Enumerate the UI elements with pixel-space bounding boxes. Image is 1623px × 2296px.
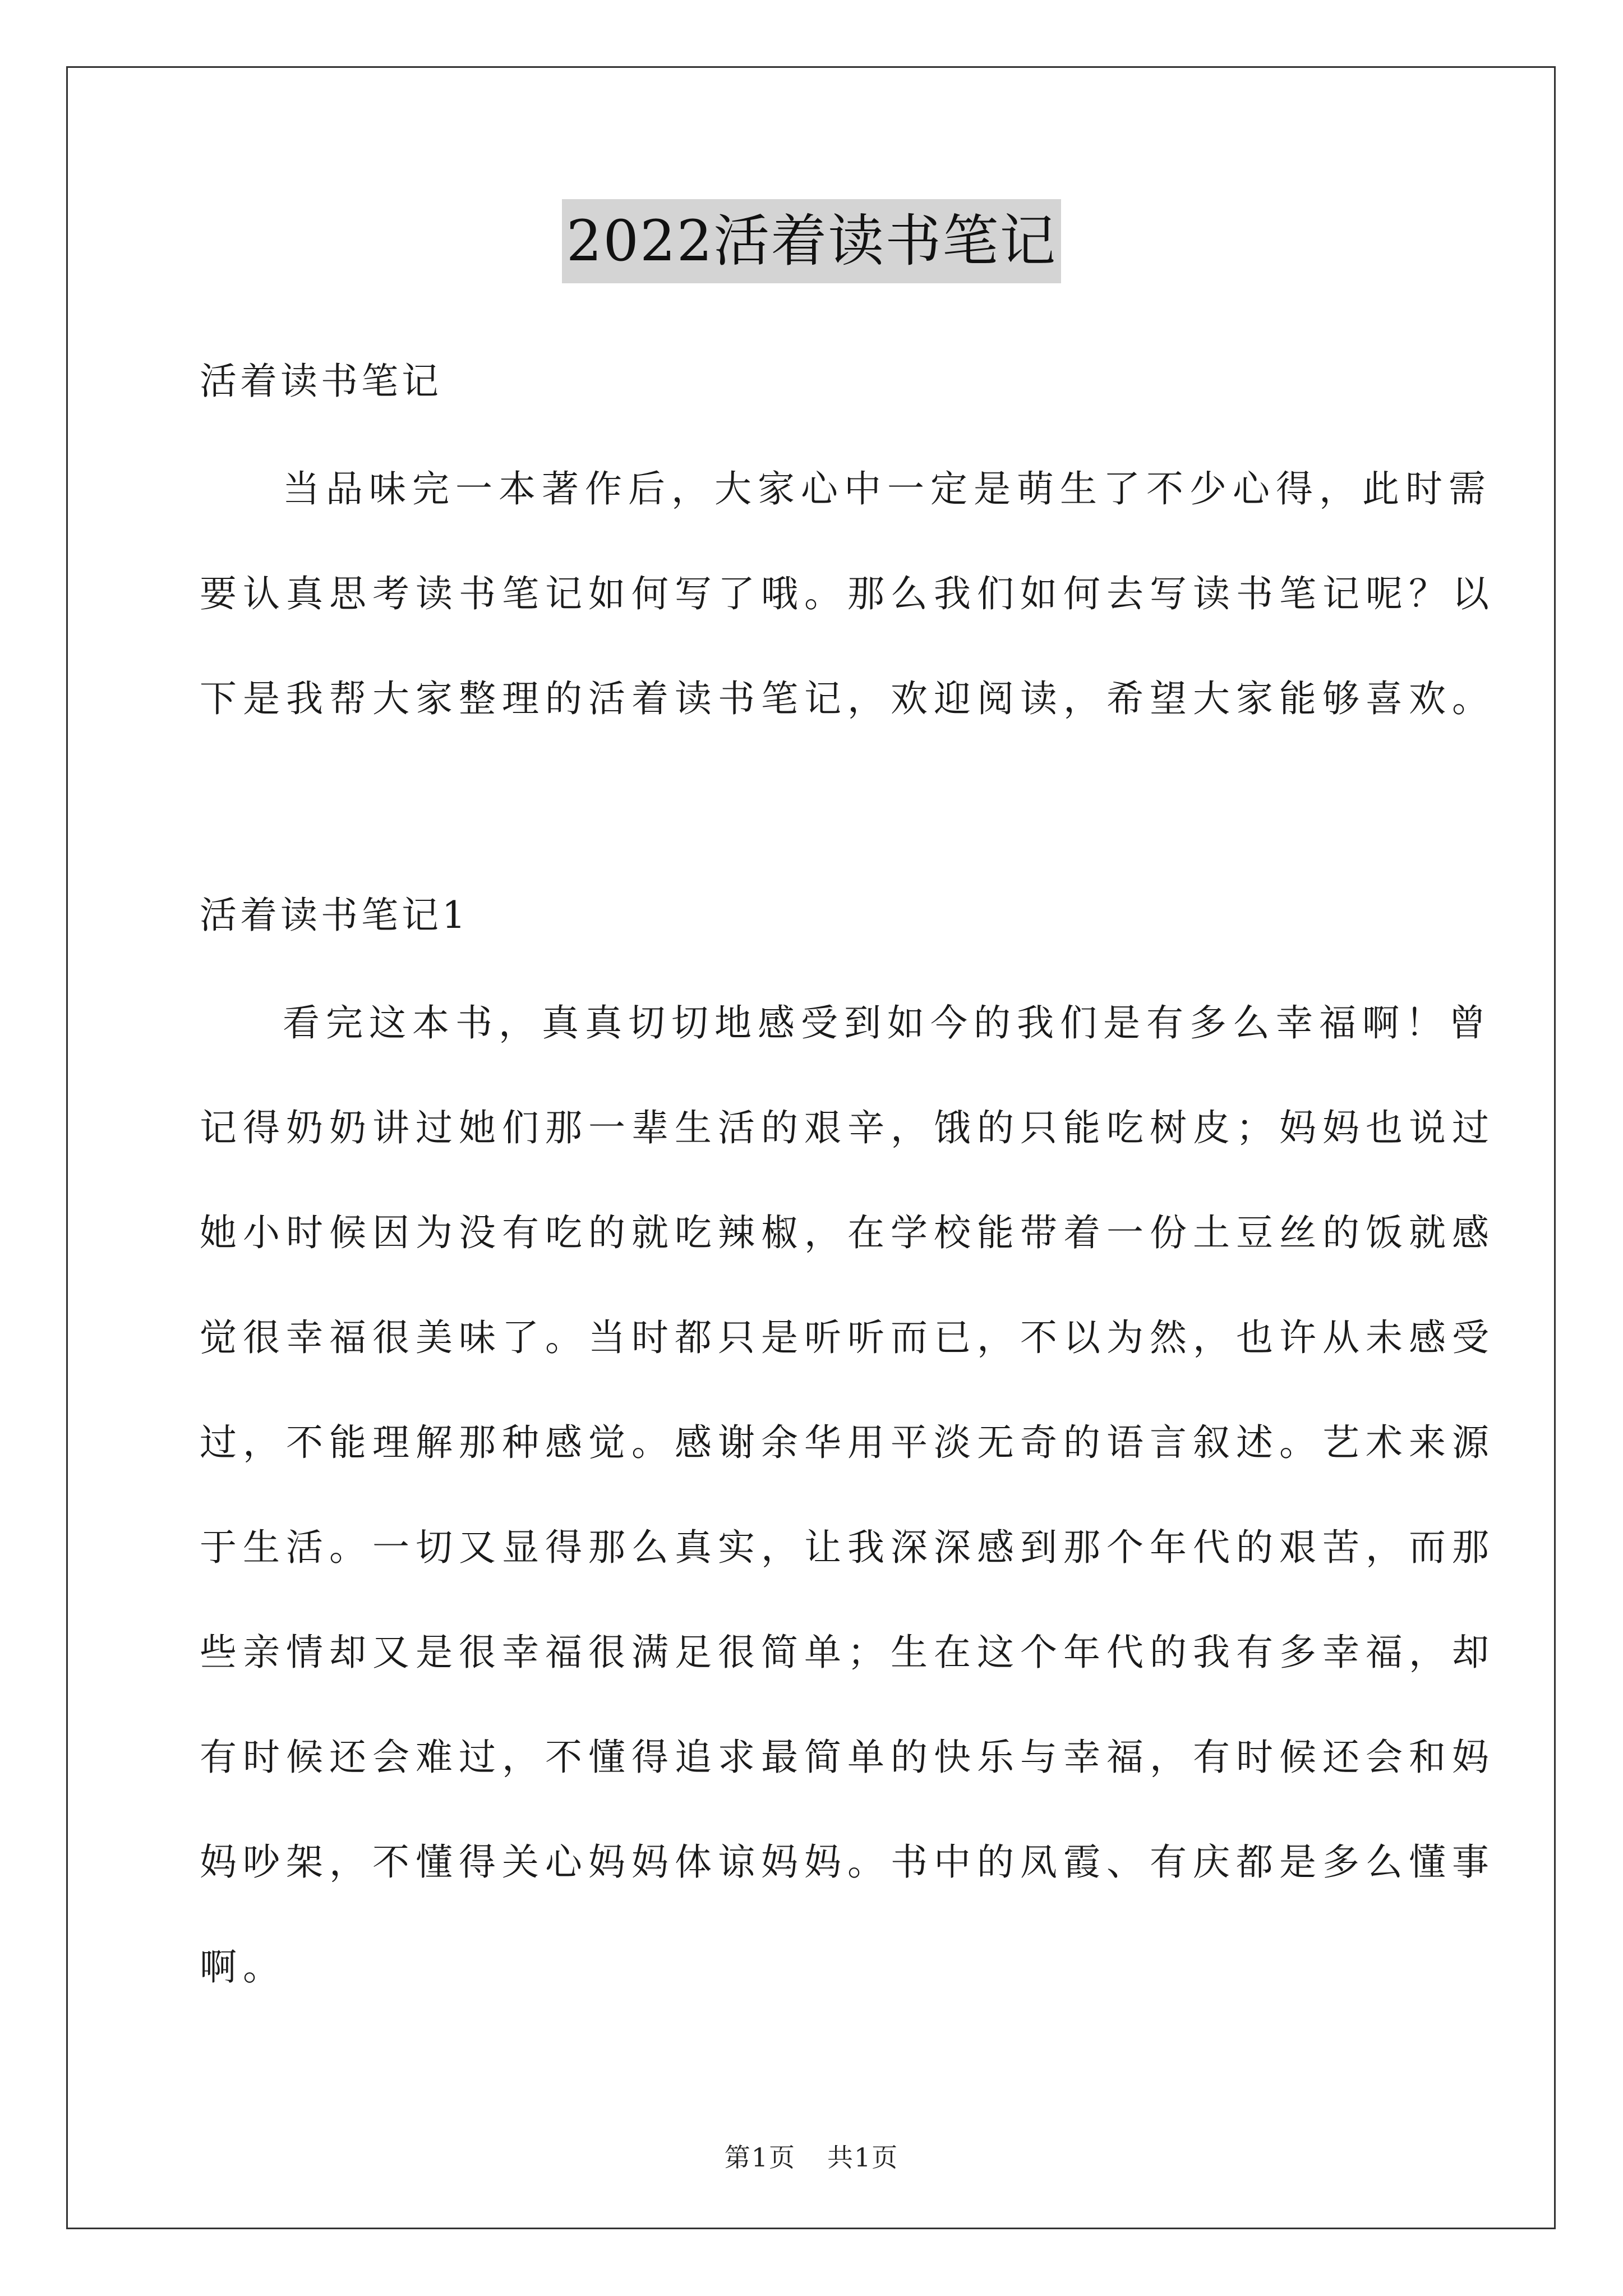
paragraph-line: 妈吵架，不懂得关心妈妈体谅妈妈。书中的凤霞、有庆都是多么懂事 (200, 1841, 1495, 1884)
page-number-total: 共1页 (827, 2142, 899, 2173)
paragraph-line: 当品味完一本著作后，大家心中一定是萌生了不少心得，此时需 (283, 467, 1492, 510)
intro-paragraph (200, 436, 1495, 751)
paragraph-line: 过，不能理解那种感觉。感谢余华用平淡无奇的语言叙述。艺术来源 (200, 1421, 1495, 1464)
paragraph-line: 些亲情却又是很幸福很满足很简单；生在这个年代的我有多幸福，却 (200, 1631, 1495, 1674)
title-wrapper (0, 199, 1623, 283)
paragraph-line: 啊。 (200, 1945, 286, 1989)
document-title: 2022活着读书笔记 (562, 199, 1062, 283)
paragraph-line: 觉很幸福很美味了。当时都只是听听而已，不以为然，也许从未感受 (200, 1316, 1495, 1359)
page-number-current: 第1页 (724, 2142, 796, 2173)
paragraph-line: 她小时候因为没有吃的就吃辣椒，在学校能带着一份土豆丝的饭就感 (200, 1211, 1495, 1254)
paragraph-line: 下是我帮大家整理的活着读书笔记，欢迎阅读，希望大家能够喜欢。 (200, 677, 1495, 720)
section1-paragraph (200, 970, 1495, 2019)
paragraph-line: 看完这本书，真真切切地感受到如今的我们是有多么幸福啊！曾 (283, 1001, 1492, 1045)
paragraph-line: 要认真思考读书笔记如何写了哦。那么我们如何去写读书笔记呢？以 (200, 572, 1495, 615)
section-heading: 活着读书笔记1 (200, 894, 469, 937)
page-footer (0, 2137, 1623, 2174)
paragraph-line: 记得奶奶讲过她们那一辈生活的艰辛，饿的只能吃树皮；妈妈也说过 (200, 1106, 1495, 1149)
paragraph-line: 有时候还会难过，不懂得追求最简单的快乐与幸福，有时候还会和妈 (200, 1736, 1495, 1779)
paragraph-line: 于生活。一切又显得那么真实，让我深深感到那个年代的艰苦，而那 (200, 1526, 1495, 1569)
document-subtitle: 活着读书笔记 (200, 360, 442, 403)
